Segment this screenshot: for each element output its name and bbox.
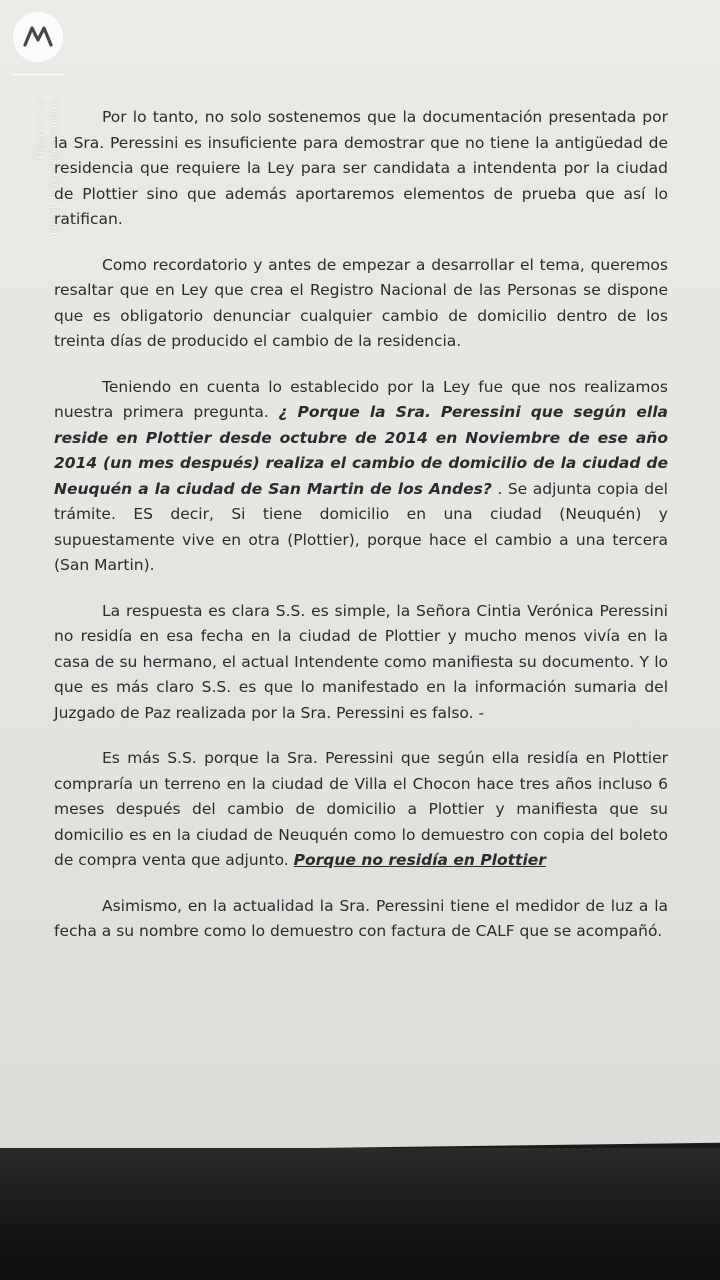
dark-background — [0, 1148, 720, 1280]
paragraph-2: Como recordatorio y antes de empezar a desarrollar el tema, queremos resaltar que en Ley que crea el Registro Nacional de las Personas se dispone que es obligatorio denunciar cualquier cambio de domicilio dentro de los treinta días de producido el cambio de la residencia. — [54, 255, 668, 350]
paragraph-3-rest: . Se adjunta copia del trámite. ES decir, Si tiene domicilio en una ciudad (Neuquén) y supuestamente vive en otra (Plottier), porque hace el cambio a una tercera (San Martin). — [54, 479, 668, 574]
watermark-hashtag-text: #VamosPlottier — [34, 98, 45, 166]
paragraph-6: Asimismo, en la actualidad la Sra. Peressini tiene el medidor de luz a la fecha a su nombre como lo demuestro con factura de CALF que se acompañó. — [54, 896, 668, 940]
paragraph-3-question: ¿ Porque la Sra. Peressini que según ella reside en Plottier desde octubre de 2014 en Noviembre de ese año 2014 (un mes después) realiza el cambio de domicilio de la ciudad de Neuquén a la ciudad de San Martin de los Andes? — [54, 403, 668, 498]
paragraph-5-text: Es más S.S. porque la Sra. Peressini que según ella residía en Plottier compraría un terreno en la ciudad de Villa el Chocon hace tres años incluso 6 meses después del cambio de domicilio a Plottier y manifiesta que su domicilio es en la ciudad de Neuquén como lo demuestro con copia del boleto de compra venta que adjunto. — [54, 749, 668, 869]
paragraph-3-intro: Teniendo en cuenta lo establecido por la Ley fue que nos realizamos nuestra primera pregunta. — [54, 377, 668, 421]
paragraph-4: La respuesta es clara S.S. es simple, la Señora Cintia Verónica Peressini no residía en esa fecha en la ciudad de Plottier y mucho menos vivía en la casa de su hermano, el actual Intendente como manifiesta su documento. Y lo que es más claro S.S. es que lo manifestado en la información sumaria del Juzgado de Paz realizada por la Sra. Peressini es falso. - — [54, 601, 668, 722]
paragraph-5 — [54, 746, 668, 874]
watermark-device-text: capturada en moto g⁷ power — [49, 98, 61, 236]
document-body — [54, 105, 668, 965]
paragraph-5-emphasis: Porque no residía en Plottier — [293, 851, 546, 869]
watermark-divider — [12, 74, 64, 75]
paragraph-3 — [54, 375, 668, 579]
motorola-logo-icon — [13, 12, 63, 62]
paragraph-1: Por lo tanto, no solo sostenemos que la documentación presentada por la Sra. Peressini es insuficiente para demostrar que no tiene la antigüedad de residencia que requiere la Ley para ser candidata a intendenta por la ciudad de Plottier sino que además aportaremos elementos de prueba que así lo ratifican. — [54, 108, 668, 228]
